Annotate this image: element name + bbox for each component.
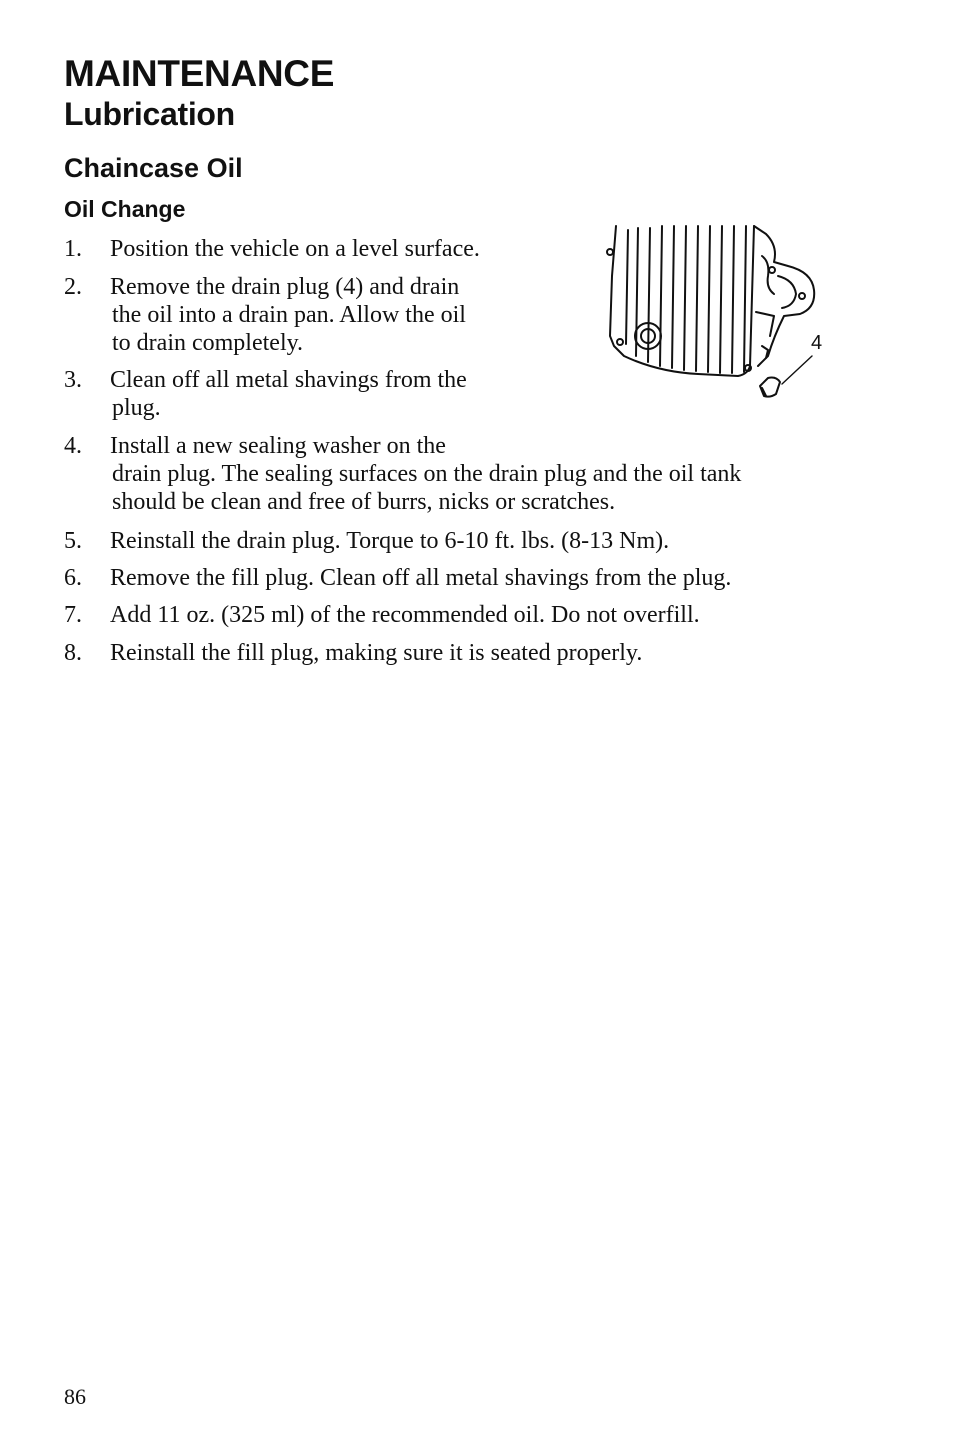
housing-detail <box>778 276 796 308</box>
cover-rib <box>696 226 698 371</box>
cover-bolt <box>799 293 805 299</box>
housing-detail <box>762 256 774 294</box>
step-text <box>64 601 700 629</box>
drain-plug <box>760 378 780 397</box>
step-text <box>64 432 741 516</box>
step-3 <box>64 366 467 422</box>
section-title: MAINTENANCE <box>64 53 335 94</box>
step-text <box>64 273 466 357</box>
housing-detail <box>762 346 768 358</box>
step-7 <box>64 601 700 629</box>
step-line: drain plug. The sealing surfaces on the drain plug and the oil tank <box>112 461 742 487</box>
housing-detail <box>756 312 774 336</box>
topic-title: Chaincase Oil <box>64 153 243 183</box>
step-line: Remove the drain plug (4) and drain <box>110 274 460 300</box>
step-1 <box>64 235 480 263</box>
step-6 <box>64 564 731 592</box>
step-line: to drain completely. <box>112 330 304 356</box>
step-text <box>64 366 467 422</box>
step-number: 6. <box>64 565 82 591</box>
cover-rib <box>708 226 710 372</box>
callout-label: 4 <box>811 332 823 354</box>
step-line: Add 11 oz. (325 ml) of the recommended oil. Do not overfill. <box>110 602 700 628</box>
step-line: Clean off all metal shavings from the <box>110 367 467 393</box>
cover-rib <box>720 226 722 373</box>
step-text <box>64 527 669 555</box>
step-number: 5. <box>64 528 82 554</box>
cover-rib <box>684 226 686 370</box>
step-number: 3. <box>64 367 82 393</box>
cover-rib <box>744 226 746 372</box>
step-line: Reinstall the drain plug. Torque to 6-10 ft. lbs. (8-13 Nm). <box>110 528 670 554</box>
step-text <box>64 564 731 592</box>
cover-rib <box>626 230 628 344</box>
cover-bolt <box>769 267 775 273</box>
step-5 <box>64 527 669 555</box>
step-number: 1. <box>64 236 82 262</box>
step-line: Reinstall the fill plug, making sure it is seated properly. <box>110 640 643 666</box>
step-4 <box>64 432 741 516</box>
step-number: 2. <box>64 274 82 300</box>
step-8 <box>64 639 642 667</box>
step-text <box>64 639 642 667</box>
chaincase-drawing <box>598 216 844 410</box>
step-line: plug. <box>112 395 161 421</box>
step-text <box>64 235 480 263</box>
chaincase-illustration <box>598 216 844 410</box>
step-number: 8. <box>64 640 82 666</box>
step-number: 4. <box>64 433 82 459</box>
step-line: Position the vehicle on a level surface. <box>110 236 480 262</box>
page-number: 86 <box>64 1384 86 1409</box>
cover-bolt <box>607 249 613 255</box>
step-line: should be clean and free of burrs, nicks or scratches. <box>112 489 616 515</box>
cover-rib <box>636 228 638 356</box>
topic-subtitle: Oil Change <box>64 196 186 222</box>
step-2 <box>64 273 466 357</box>
cover-bolt <box>745 365 751 371</box>
step-line: Remove the fill plug. Clean off all metal shavings from the plug. <box>110 565 732 591</box>
subsection-title: Lubrication <box>64 96 235 132</box>
callout-leader <box>782 356 812 384</box>
cover-rib <box>672 226 674 368</box>
cover-rib <box>660 226 662 366</box>
cover-rib <box>732 226 734 373</box>
step-line: the oil into a drain pan. Allow the oil <box>112 302 466 328</box>
step-line: Install a new sealing washer on the <box>110 433 446 459</box>
step-number: 7. <box>64 602 82 628</box>
cover-bolt <box>617 339 623 345</box>
